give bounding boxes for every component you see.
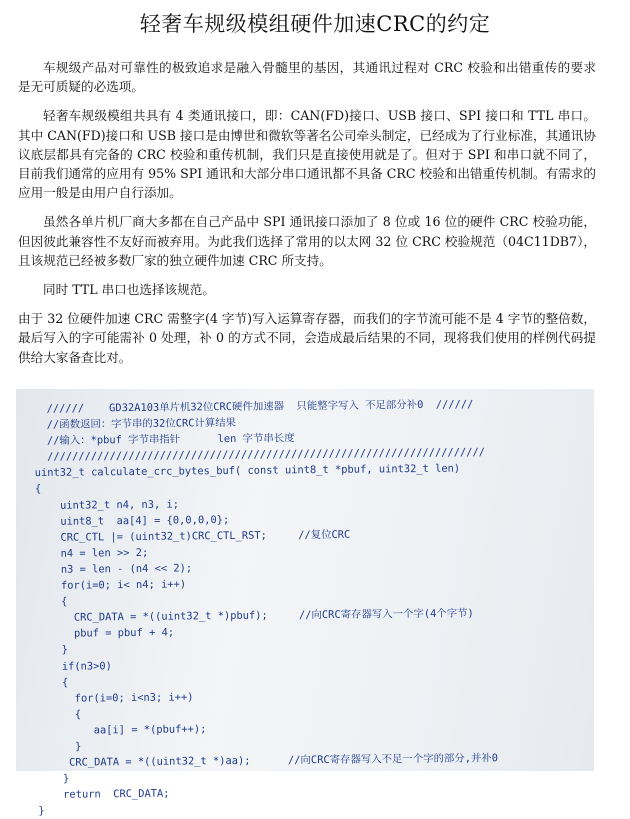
code-line: }: [36, 644, 68, 657]
document-title: 轻奢车规级模组硬件加速CRC的约定: [139, 12, 491, 36]
code-line: ////// GD32A103单片机32位CRC硬件加速器 只能整字写入 不足部分补0 //////: [34, 398, 474, 415]
code-line: uint8_t aa[4] = {0,0,0,0};: [35, 513, 230, 528]
code-line: for(i=0; i<n3; i++): [37, 691, 194, 705]
code-line: CRC_DATA = *((uint32_t *)aa); //向CRC寄存器写入不足一个字的部分,并补0: [37, 752, 499, 770]
code-line: {: [36, 676, 69, 689]
code-line: //函数返回：字节串的32位CRC计算结果: [34, 416, 237, 432]
paragraph-interfaces: 轻奢车规级模组共具有 4 类通讯接口，即：CAN(FD)接口、USB 接口、SPI 接口和 TTL 串口。 其中 CAN(FD)接口和 USB 接口是由博世和微软等著名公司牵头制定，已经成为了行业标准，其通讯协议底层都具有完备的 CRC 校验和重传机制，我们只是直接使用就是了。但对于 SPI 和串口就不同了，目前我们通常的应用有 95% SPI 通讯和大部分串口通讯都不具备 CRC 校验和出错重传机制。有需求的应用一般是由用户自行添加。: [18, 108, 596, 201]
code-line: CRC_DATA = *((uint32_t *)pbuf); //向CRC寄存器写入一个字(4个字节): [36, 607, 474, 625]
code-line: //输入：*pbuf 字节串指针 len 字节串长度: [34, 432, 295, 448]
code-line: {: [34, 483, 42, 496]
code-line: }: [38, 805, 45, 818]
code-line: }: [37, 772, 70, 786]
code-line: for(i=0; i< n4; i++): [35, 578, 187, 593]
code-line: }: [37, 740, 82, 753]
code-line: {: [37, 708, 82, 721]
code-line: //////////////////////////////////////////////////////////////////////: [34, 446, 486, 464]
code-photo: [16, 389, 594, 818]
code-listing: [34, 395, 608, 819]
paragraph-padding: 由于 32 位硬件加速 CRC 需整字(4 字节)写入运算寄存器，而我们的字节流可能不是 4 字节的整倍数，最后写入的字可能需补 0 处理，补 0 的方式不同，会造成最后结果的不同，现将我们使用的样例代码提供给大家备查比对。: [18, 311, 596, 365]
paragraph-crc-standard: 虽然各单片机厂商大多都在自己产品中 SPI 通讯接口添加了 8 位或 16 位的硬件 CRC 校验功能，但因彼此兼容性不友好而被弃用。为此我们选择了常用的以太网 32 位 CRC 校验规范（04C11DB7），且该规范已经被多数厂家的独立硬件加速 CRC 所支持。: [18, 214, 596, 268]
code-line: n3 = len - (n4 << 2);: [35, 562, 193, 576]
code-line: if(n3>0): [36, 659, 112, 673]
paragraph-reliability: 车规级产品对可靠性的极致追求是融入骨髓里的基因，其通讯过程对 CRC 校验和出错重传的要求是无可质疑的必选项。: [18, 60, 596, 95]
code-line: uint32_t calculate_crc_bytes_buf( const uint8_t *pbuf, uint32_t len): [34, 462, 461, 480]
code-line: {: [36, 595, 68, 609]
code-line: return CRC_DATA;: [38, 787, 170, 802]
code-line: aa[i] = *(pbuf++);: [37, 723, 207, 737]
code-line: uint32_t n4, n3, i;: [35, 498, 180, 512]
code-line: CRC_CTL |= (uint32_t)CRC_CTL_RST; //复位CRC: [35, 528, 351, 544]
paragraph-ttl: 同时 TTL 串口也选择该规范。: [43, 282, 215, 298]
code-line: pbuf = pbuf + 4;: [36, 626, 175, 641]
document-body: [18, 58, 596, 377]
code-line: n4 = len >> 2;: [35, 546, 149, 560]
